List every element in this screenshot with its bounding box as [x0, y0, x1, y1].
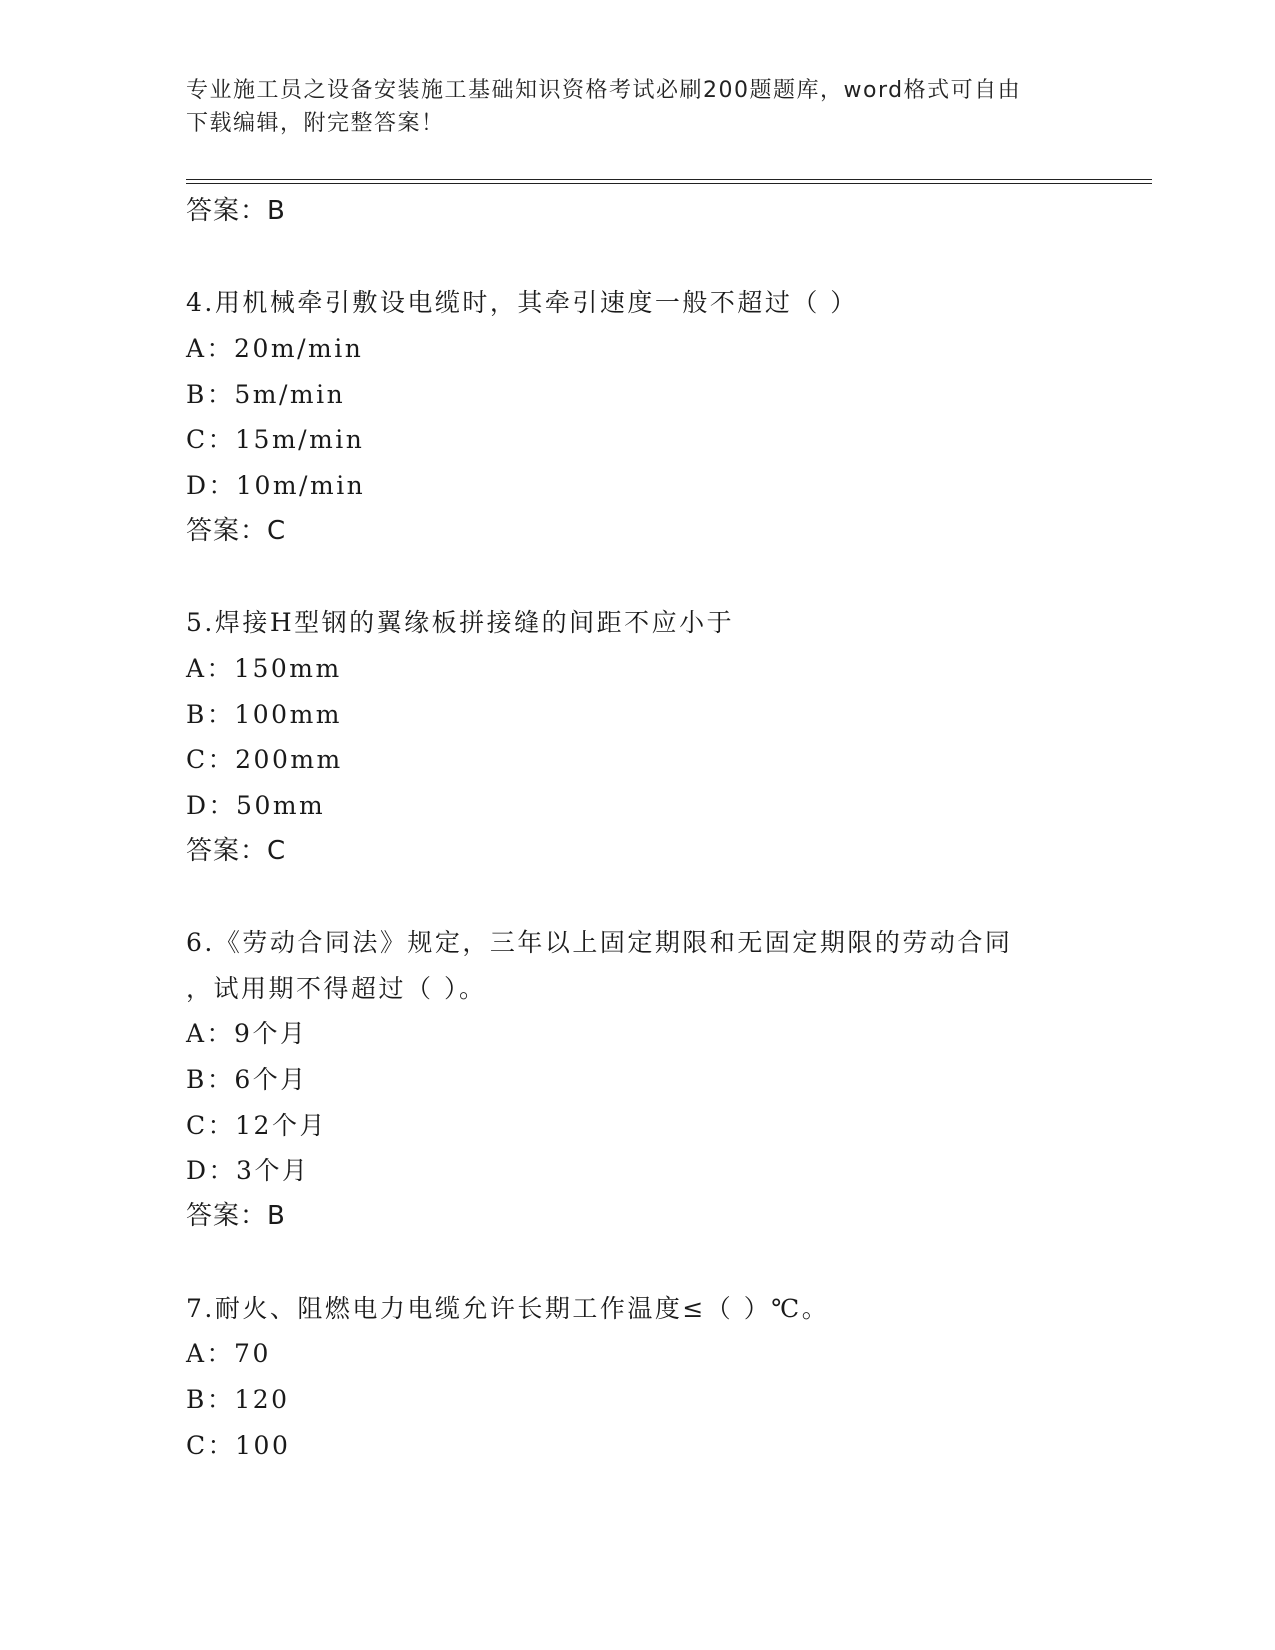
question-text: 6.《劳动合同法》规定，三年以上固定期限和无固定期限的劳动合同	[186, 928, 1013, 957]
answer: 答案：B	[186, 1201, 286, 1232]
question-text: 7.耐火、阻燃电力电缆允许长期工作温度≤（ ）℃。	[186, 1293, 830, 1323]
option-a: A：150mm	[186, 653, 342, 683]
option-a: A：70	[186, 1339, 271, 1369]
previous-answer: 答案：B	[186, 196, 286, 226]
question-text: 5.焊接H型钢的翼缘板拼接缝的间距不应小于	[186, 608, 735, 638]
header-line-1: 专业施工员之设备安装施工基础知识资格考试必刷200题题库，word格式可自由	[186, 78, 1022, 103]
option-c: C：12个月	[186, 1110, 327, 1140]
option-c: C：200mm	[186, 745, 343, 775]
option-a: A：9个月	[186, 1019, 308, 1049]
spacer	[186, 1240, 1086, 1286]
header-line-2: 下载编辑，附完整答案！	[186, 111, 445, 136]
option-d: D：3个月	[186, 1156, 310, 1186]
question-list	[186, 189, 1086, 1468]
option-b: B：120	[186, 1384, 290, 1414]
option-b: B：100mm	[186, 699, 343, 729]
header-divider-top	[186, 179, 1152, 180]
option-d: D：10m/min	[186, 471, 366, 501]
option-c: C：100	[186, 1430, 291, 1460]
answer: 答案：C	[186, 515, 287, 546]
document-header	[186, 74, 1066, 140]
option-c: C：15m/min	[186, 425, 365, 455]
question-5	[186, 600, 1086, 874]
question-4	[186, 280, 1086, 554]
question-6	[186, 920, 1086, 1240]
spacer	[186, 874, 1086, 920]
question-text-continued: ，试用期不得超过（ ）。	[186, 973, 487, 1003]
option-d: D：50mm	[186, 790, 326, 820]
question-7	[186, 1286, 1086, 1469]
option-b: B：5m/min	[186, 379, 346, 409]
option-a: A：20m/min	[186, 334, 364, 364]
header-divider-bottom	[186, 183, 1152, 184]
option-b: B：6个月	[186, 1065, 308, 1095]
question-text: 4.用机械牵引敷设电缆时，其牵引速度一般不超过（ ）	[186, 288, 858, 318]
spacer	[186, 235, 1086, 281]
answer: 答案：C	[186, 835, 287, 866]
spacer	[186, 555, 1086, 601]
